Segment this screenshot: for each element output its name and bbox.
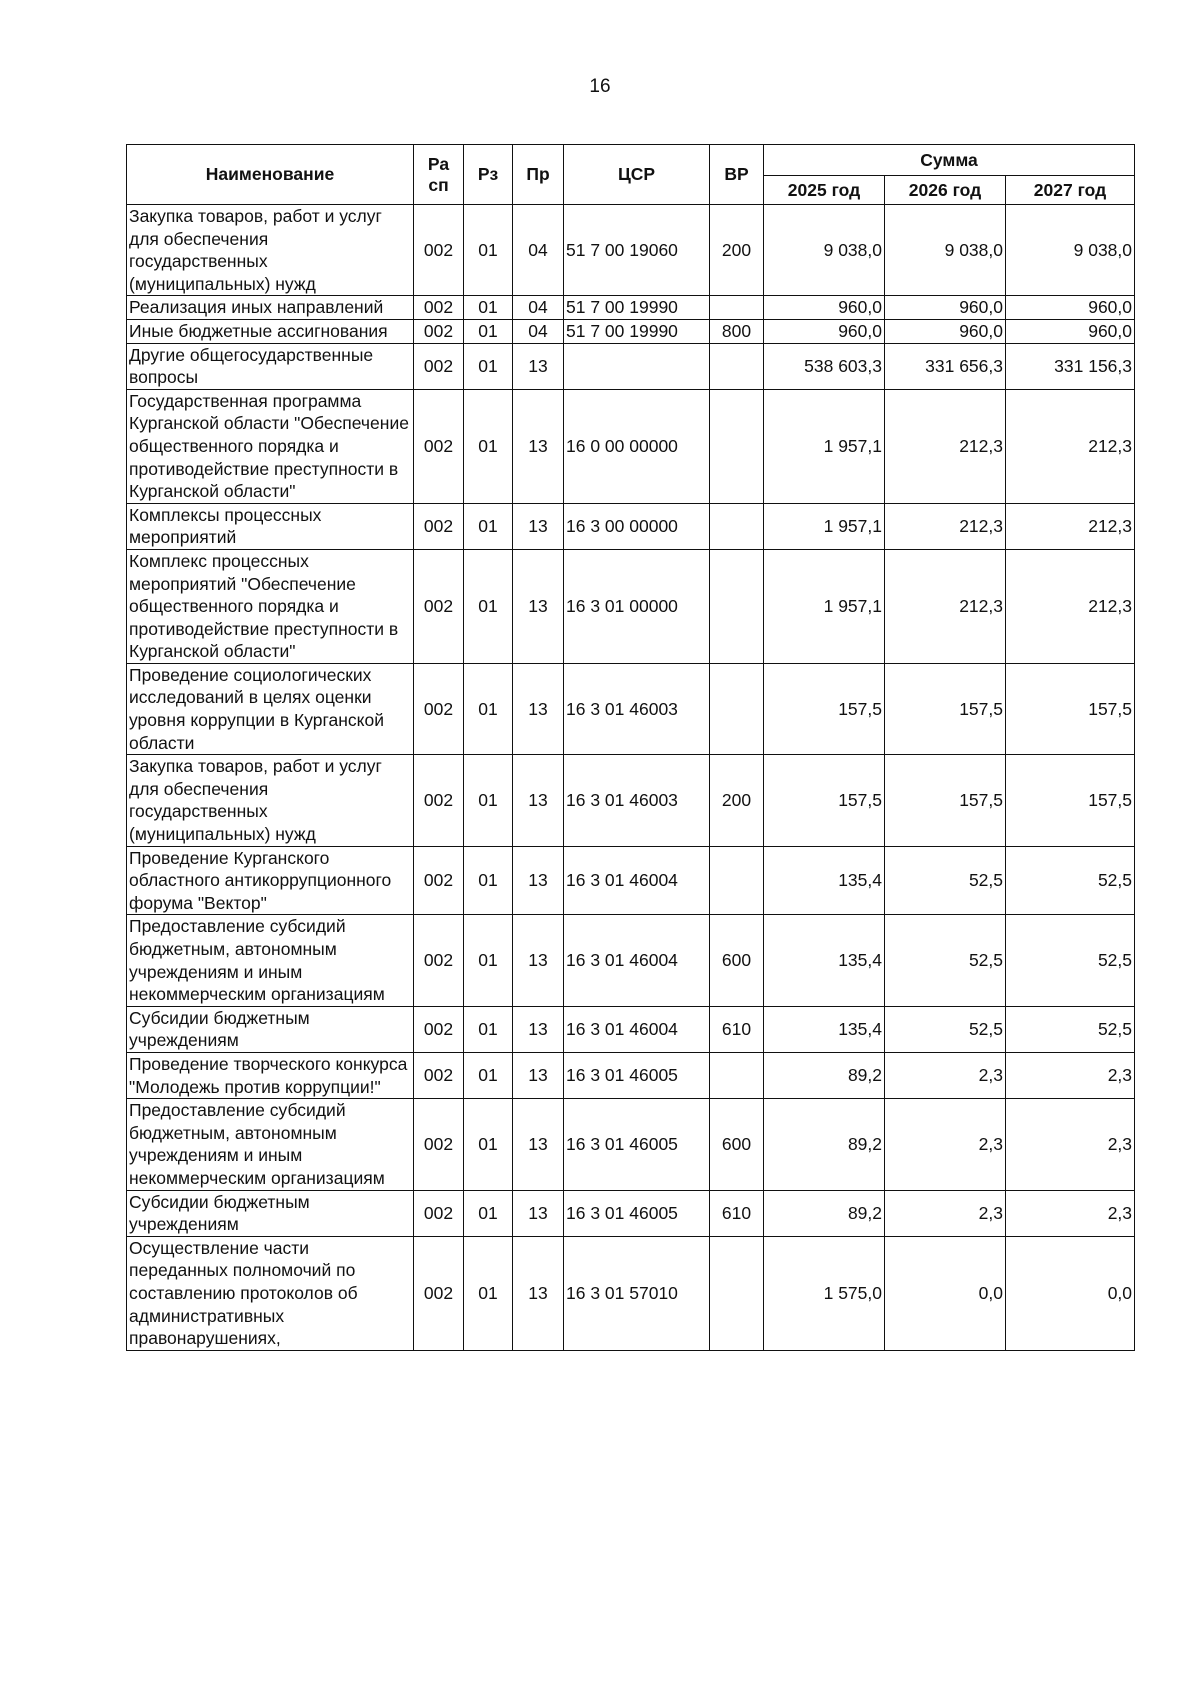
cell-2027: 9 038,0 (1006, 205, 1135, 296)
table-row (127, 1236, 1135, 1350)
header-rz: Рз (464, 145, 513, 205)
cell-vr: 610 (710, 1006, 764, 1052)
header-year-2027: 2027 год (1006, 176, 1135, 205)
cell-2026: 0,0 (885, 1236, 1006, 1350)
table-row (127, 663, 1135, 754)
cell-rz: 01 (464, 343, 513, 389)
cell-2027: 212,3 (1006, 549, 1135, 663)
cell-name: Предоставление субсидий бюджетным, автономным учреждениям и иным некоммерческим организациям (127, 915, 414, 1006)
header-summa: Сумма (764, 145, 1135, 176)
header-year-2025: 2025 год (764, 176, 885, 205)
cell-2026: 331 656,3 (885, 343, 1006, 389)
cell-vr: 200 (710, 755, 764, 846)
cell-2026: 9 038,0 (885, 205, 1006, 296)
cell-pr: 13 (513, 1052, 564, 1098)
cell-rz: 01 (464, 755, 513, 846)
table-row (127, 755, 1135, 846)
table-row (127, 343, 1135, 389)
cell-csr: 16 0 00 00000 (564, 389, 710, 503)
table-header (127, 145, 1135, 205)
cell-name: Проведение социологических исследований в целях оценки уровня коррупции в Курганской области (127, 663, 414, 754)
cell-name: Комплексы процессных мероприятий (127, 503, 414, 549)
cell-vr (710, 663, 764, 754)
table-row (127, 1006, 1135, 1052)
cell-rz: 01 (464, 389, 513, 503)
cell-vr (710, 389, 764, 503)
table-row (127, 503, 1135, 549)
cell-2025: 1 957,1 (764, 389, 885, 503)
cell-2026: 2,3 (885, 1190, 1006, 1236)
cell-pr: 04 (513, 205, 564, 296)
cell-rasp: 002 (414, 319, 464, 343)
cell-rz: 01 (464, 915, 513, 1006)
cell-2025: 157,5 (764, 755, 885, 846)
cell-2026: 157,5 (885, 663, 1006, 754)
cell-rz: 01 (464, 846, 513, 915)
table-row (127, 389, 1135, 503)
cell-rz: 01 (464, 1006, 513, 1052)
cell-name: Предоставление субсидий бюджетным, автономным учреждениям и иным некоммерческим организациям (127, 1099, 414, 1190)
cell-csr: 16 3 00 00000 (564, 503, 710, 549)
table-body (127, 205, 1135, 1351)
cell-csr: 16 3 01 46005 (564, 1099, 710, 1190)
cell-2025: 135,4 (764, 846, 885, 915)
cell-rasp: 002 (414, 1006, 464, 1052)
cell-2025: 1 575,0 (764, 1236, 885, 1350)
cell-rz: 01 (464, 503, 513, 549)
cell-name: Субсидии бюджетным учреждениям (127, 1006, 414, 1052)
cell-2027: 2,3 (1006, 1190, 1135, 1236)
cell-vr (710, 296, 764, 320)
cell-2027: 212,3 (1006, 503, 1135, 549)
cell-csr (564, 343, 710, 389)
cell-rasp: 002 (414, 343, 464, 389)
table-row (127, 1099, 1135, 1190)
cell-rz: 01 (464, 296, 513, 320)
cell-2025: 960,0 (764, 319, 885, 343)
cell-csr: 51 7 00 19990 (564, 296, 710, 320)
cell-rz: 01 (464, 1099, 513, 1190)
cell-rasp: 002 (414, 846, 464, 915)
cell-2026: 212,3 (885, 389, 1006, 503)
page-number: 16 (589, 76, 611, 97)
table-row (127, 205, 1135, 296)
header-vr: ВР (710, 145, 764, 205)
cell-2027: 212,3 (1006, 389, 1135, 503)
cell-vr (710, 343, 764, 389)
cell-2027: 960,0 (1006, 319, 1135, 343)
cell-2025: 89,2 (764, 1099, 885, 1190)
header-name: Наименование (127, 145, 414, 205)
cell-2025: 89,2 (764, 1052, 885, 1098)
cell-2027: 0,0 (1006, 1236, 1135, 1350)
cell-2027: 157,5 (1006, 755, 1135, 846)
cell-name: Государственная программа Курганской области "Обеспечение общественного порядка и противодействие преступности в Курганской области" (127, 389, 414, 503)
cell-pr: 04 (513, 296, 564, 320)
cell-2025: 960,0 (764, 296, 885, 320)
cell-2025: 1 957,1 (764, 503, 885, 549)
cell-csr: 16 3 01 46004 (564, 1006, 710, 1052)
cell-name: Реализация иных направлений (127, 296, 414, 320)
cell-2027: 331 156,3 (1006, 343, 1135, 389)
cell-rasp: 002 (414, 205, 464, 296)
cell-csr: 51 7 00 19060 (564, 205, 710, 296)
cell-2025: 9 038,0 (764, 205, 885, 296)
cell-2026: 2,3 (885, 1099, 1006, 1190)
cell-rz: 01 (464, 1190, 513, 1236)
cell-vr (710, 846, 764, 915)
cell-rasp: 002 (414, 915, 464, 1006)
cell-csr: 16 3 01 46005 (564, 1190, 710, 1236)
cell-name: Субсидии бюджетным учреждениям (127, 1190, 414, 1236)
cell-pr: 13 (513, 503, 564, 549)
cell-name: Закупка товаров, работ и услуг для обеспечения государственных (муниципальных) нужд (127, 755, 414, 846)
cell-pr: 13 (513, 663, 564, 754)
table-row (127, 915, 1135, 1006)
table-row (127, 296, 1135, 320)
cell-rasp: 002 (414, 1052, 464, 1098)
cell-2025: 538 603,3 (764, 343, 885, 389)
cell-csr: 51 7 00 19990 (564, 319, 710, 343)
cell-rasp: 002 (414, 296, 464, 320)
cell-2027: 52,5 (1006, 846, 1135, 915)
cell-pr: 13 (513, 1190, 564, 1236)
cell-vr (710, 549, 764, 663)
cell-pr: 13 (513, 755, 564, 846)
table-row (127, 1052, 1135, 1098)
cell-csr: 16 3 01 00000 (564, 549, 710, 663)
cell-pr: 04 (513, 319, 564, 343)
cell-vr: 800 (710, 319, 764, 343)
cell-2026: 157,5 (885, 755, 1006, 846)
cell-2025: 89,2 (764, 1190, 885, 1236)
cell-2026: 2,3 (885, 1052, 1006, 1098)
cell-pr: 13 (513, 549, 564, 663)
cell-name: Другие общегосударственные вопросы (127, 343, 414, 389)
cell-2027: 2,3 (1006, 1099, 1135, 1190)
cell-2025: 157,5 (764, 663, 885, 754)
cell-rz: 01 (464, 549, 513, 663)
cell-csr: 16 3 01 46005 (564, 1052, 710, 1098)
cell-pr: 13 (513, 1099, 564, 1190)
cell-vr (710, 503, 764, 549)
cell-2025: 135,4 (764, 1006, 885, 1052)
cell-pr: 13 (513, 389, 564, 503)
cell-vr: 600 (710, 1099, 764, 1190)
cell-rz: 01 (464, 319, 513, 343)
cell-2027: 157,5 (1006, 663, 1135, 754)
cell-rasp: 002 (414, 1236, 464, 1350)
cell-vr: 610 (710, 1190, 764, 1236)
cell-2027: 52,5 (1006, 915, 1135, 1006)
cell-rasp: 002 (414, 663, 464, 754)
cell-vr: 600 (710, 915, 764, 1006)
cell-vr: 200 (710, 205, 764, 296)
cell-2025: 135,4 (764, 915, 885, 1006)
header-csr: ЦСР (564, 145, 710, 205)
budget-table (126, 144, 1135, 1351)
cell-rz: 01 (464, 1052, 513, 1098)
cell-2026: 52,5 (885, 1006, 1006, 1052)
cell-2026: 960,0 (885, 296, 1006, 320)
cell-vr (710, 1052, 764, 1098)
cell-name: Осуществление части переданных полномочий по составлению протоколов об административных правонарушениях, (127, 1236, 414, 1350)
cell-vr (710, 1236, 764, 1350)
table-row (127, 846, 1135, 915)
cell-rz: 01 (464, 205, 513, 296)
cell-name: Проведение Курганского областного антикоррупционного форума "Вектор" (127, 846, 414, 915)
cell-2027: 2,3 (1006, 1052, 1135, 1098)
cell-pr: 13 (513, 1006, 564, 1052)
cell-rz: 01 (464, 1236, 513, 1350)
cell-pr: 13 (513, 915, 564, 1006)
cell-csr: 16 3 01 46003 (564, 755, 710, 846)
cell-csr: 16 3 01 57010 (564, 1236, 710, 1350)
cell-rasp: 002 (414, 503, 464, 549)
cell-2026: 52,5 (885, 846, 1006, 915)
table-row (127, 1190, 1135, 1236)
header-pr: Пр (513, 145, 564, 205)
cell-csr: 16 3 01 46003 (564, 663, 710, 754)
table-row (127, 319, 1135, 343)
cell-name: Иные бюджетные ассигнования (127, 319, 414, 343)
cell-rasp: 002 (414, 1099, 464, 1190)
header-rasp: Ра сп (414, 145, 464, 205)
cell-rasp: 002 (414, 755, 464, 846)
header-year-2026: 2026 год (885, 176, 1006, 205)
cell-2026: 960,0 (885, 319, 1006, 343)
cell-pr: 13 (513, 1236, 564, 1350)
cell-pr: 13 (513, 343, 564, 389)
cell-pr: 13 (513, 846, 564, 915)
cell-csr: 16 3 01 46004 (564, 915, 710, 1006)
cell-rasp: 002 (414, 549, 464, 663)
table-row (127, 549, 1135, 663)
cell-2027: 52,5 (1006, 1006, 1135, 1052)
cell-name: Проведение творческого конкурса "Молодежь против коррупции!" (127, 1052, 414, 1098)
cell-name: Комплекс процессных мероприятий "Обеспечение общественного порядка и противодействие преступности в Курганской области" (127, 549, 414, 663)
cell-2027: 960,0 (1006, 296, 1135, 320)
cell-2025: 1 957,1 (764, 549, 885, 663)
cell-rasp: 002 (414, 389, 464, 503)
cell-2026: 212,3 (885, 549, 1006, 663)
cell-2026: 52,5 (885, 915, 1006, 1006)
cell-rz: 01 (464, 663, 513, 754)
cell-name: Закупка товаров, работ и услуг для обеспечения государственных (муниципальных) нужд (127, 205, 414, 296)
cell-rasp: 002 (414, 1190, 464, 1236)
cell-csr: 16 3 01 46004 (564, 846, 710, 915)
cell-2026: 212,3 (885, 503, 1006, 549)
